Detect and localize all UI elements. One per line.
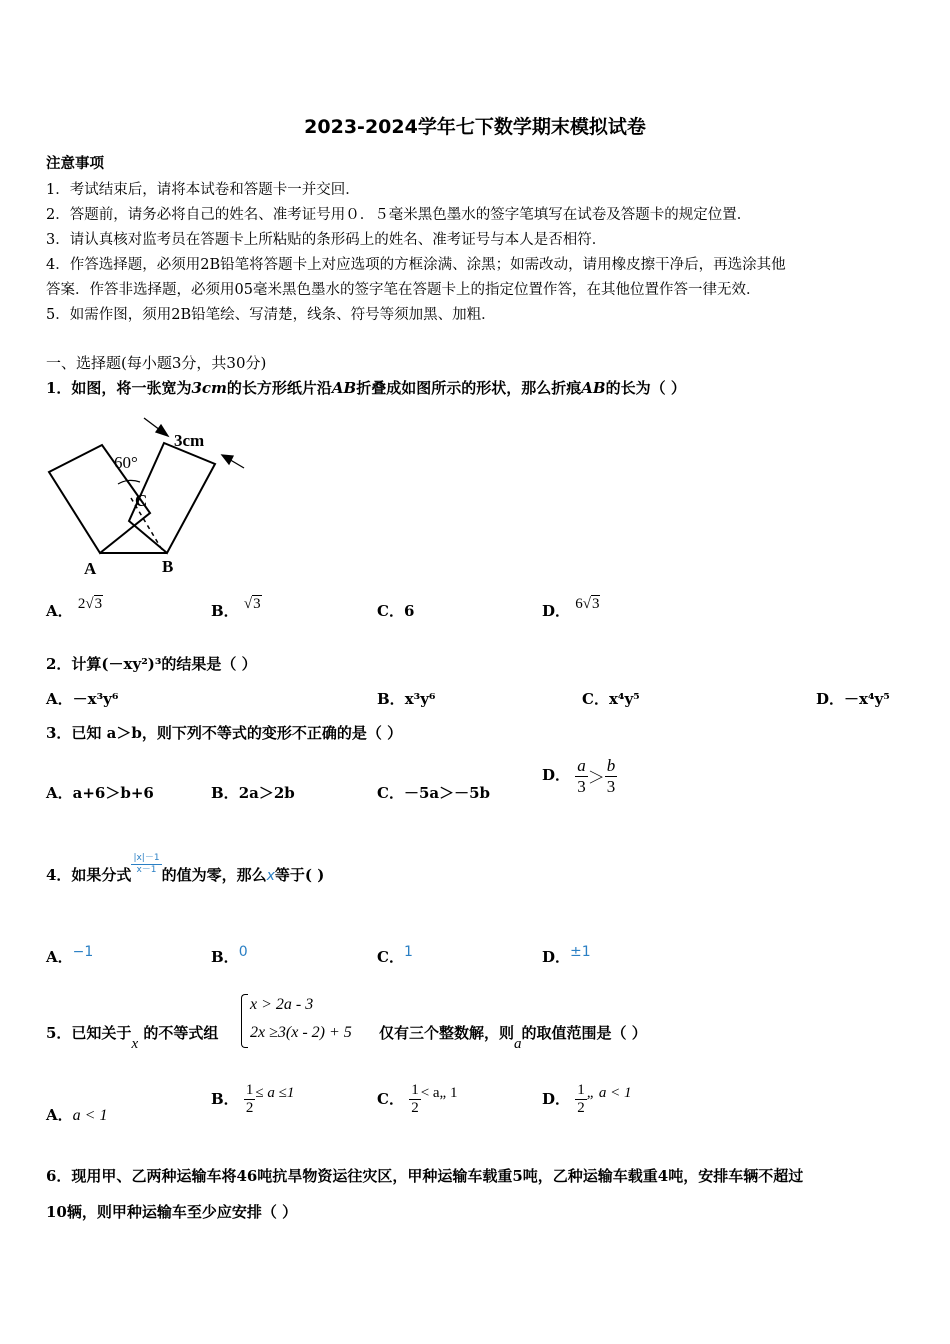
notice-heading: 注意事项 xyxy=(46,155,104,172)
question-4: 4．如果分式 $\frac{|x|-1}{x-1}$ 的值为零，那么x等于( ) xyxy=(46,853,325,884)
q4-option-b[interactable]: B．0 xyxy=(211,944,248,966)
width-label: 3cm xyxy=(174,431,205,450)
page-title: 2023-2024学年七下数学期末模拟试卷 xyxy=(304,116,646,138)
q5-option-d[interactable]: D． $\frac{1}{2}$ „ a < 1 xyxy=(542,1082,632,1117)
q1-option-b[interactable]: B． √3 xyxy=(211,596,261,620)
q5-option-a[interactable]: A．a < 1 xyxy=(46,1106,108,1124)
point-c-label: C xyxy=(135,491,148,510)
q2-option-a[interactable]: A．－x³y⁶ xyxy=(46,690,119,708)
notice-item: 4．作答选择题，必须用2B铅笔将答题卡上对应选项的方框涂满、涂黑；如需改动，请用橡皮擦干净后，再选涂其他 xyxy=(46,257,786,273)
q2-option-d[interactable]: D．－x⁴y⁵ xyxy=(816,690,890,708)
q3-option-a[interactable]: A．a+6＞b+6 xyxy=(46,784,154,802)
question-2: 2．计算(－xy²)³的结果是（ ） xyxy=(46,655,257,673)
section-heading: 一、选择题(每小题3分，共30分) xyxy=(46,354,267,372)
system-line-1: x > 2a - 3 xyxy=(250,996,314,1013)
notice-item: 5．如需作图，须用2B铅笔绘、写清楚，线条、符号等须加黑、加粗． xyxy=(46,307,496,323)
system-brace xyxy=(241,994,248,1048)
q4-option-a[interactable]: A．−1 xyxy=(46,944,94,966)
q2-option-c[interactable]: C．x⁴y⁵ xyxy=(582,690,640,708)
q5-option-c[interactable]: C． $\frac{1}{2}$ < a„ 1 xyxy=(377,1082,458,1117)
point-b-label: B xyxy=(162,557,174,576)
question-6-line-1: 6．现用甲、乙两种运输车将46吨抗旱物资运往灾区，甲种运输车载重5吨，乙种运输车载重4吨，安排车辆不超过 xyxy=(46,1167,804,1185)
q3-option-b[interactable]: B．2a＞2b xyxy=(211,784,295,802)
point-a-label: A xyxy=(84,559,97,578)
q3-option-d[interactable]: D． $\frac{a}{3}$ ＞ $\frac{b}{3}$ xyxy=(542,756,616,796)
question-1: 1．如图，将一张宽为3cm的长方形纸片沿AB折叠成如图所示的形状，那么折痕AB的长为（ ） xyxy=(46,379,686,397)
q1-option-d[interactable]: D． 6√3 xyxy=(542,596,600,620)
q4-option-d[interactable]: D．±1 xyxy=(542,944,591,966)
q3-option-c[interactable]: C．－5a＞－5b xyxy=(377,784,491,802)
fold-figure xyxy=(44,410,254,580)
question-3: 3．已知 a＞b，则下列不等式的变形不正确的是（ ） xyxy=(46,724,403,742)
q4-option-c[interactable]: C．1 xyxy=(377,944,413,966)
notice-item: 答案．作答非选择题，必须用05毫米黑色墨水的签字笔在答题卡上的指定位置作答，在其他位置作答一律无效． xyxy=(46,282,761,298)
system-line-2: 2x ≥3(x - 2) + 5 xyxy=(250,1024,352,1041)
angle-label: 60° xyxy=(114,453,138,472)
q1-option-c[interactable]: C．6 xyxy=(377,602,415,620)
question-5: 5．已知关于x 的不等式组 xyxy=(46,1024,219,1052)
q1-option-a[interactable]: A． 2√3 xyxy=(46,596,103,620)
notice-item: 2．答题前，请务必将自己的姓名、准考证号用０．５毫米黑色墨水的签字笔填写在试卷及答题卡的规定位置． xyxy=(46,207,752,223)
question-5-tail: 仅有三个整数解，则a的取值范围是（ ） xyxy=(379,1024,647,1052)
notice-item: 3．请认真核对监考员在答题卡上所粘贴的条形码上的姓名、准考证号与本人是否相符． xyxy=(46,232,607,248)
q2-option-b[interactable]: B．x³y⁶ xyxy=(377,690,436,708)
q5-option-b[interactable]: B． $\frac{1}{2}$ ≤ a ≤1 xyxy=(211,1082,295,1117)
notice-item: 1．考试结束后，请将本试卷和答题卡一并交回． xyxy=(46,182,360,198)
question-6-line-2: 10辆，则甲种运输车至少应安排（ ） xyxy=(46,1203,298,1221)
